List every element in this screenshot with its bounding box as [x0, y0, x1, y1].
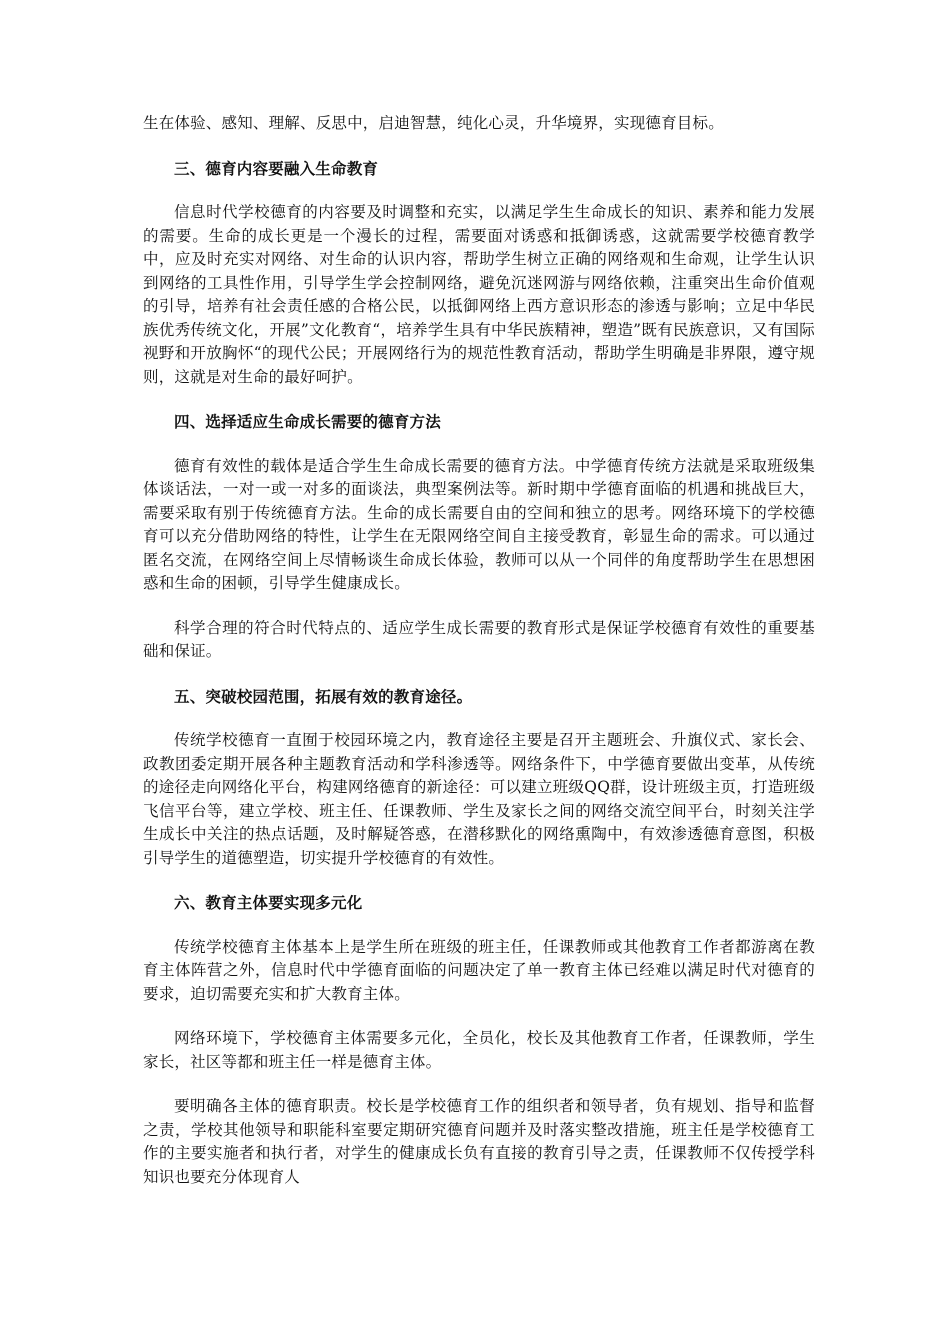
paragraph: 要明确各主体的德育职责。校长是学校德育工作的组织者和领导者，负有规划、指导和监督之责，学校其他领导和职能科室要定期研究德育问题并及时落实整改措施，班主任是学校德育工作的主要实施者和执行者，对学生的健康成长负有直接的教育引导之责，任课教师不仅传授学科知识也要充分体现育人: [143, 1097, 815, 1186]
paragraph: 传统学校德育一直囿于校园环境之内，教育途径主要是召开主题班会、升旗仪式、家长会、政教团委定期开展各种主题教育活动和学科渗透等。网络条件下，中学德育要做出变革，从传统的途径走向网络化平台，构建网络德育的新途径：可以建立班级QQ群，设计班级主页，打造班级飞信平台等，建立学校、班主任、任课教师、学生及家长之间的网络交流空间平台，时刻关注学生成长中关注的热点话题，及时解疑答惑，在潜移默化的网络熏陶中，有效渗透德育意图，积极引导学生的道德塑造，切实提升学校德育的有效性。: [143, 731, 815, 867]
paragraph-gap: [143, 434, 815, 455]
paragraph-gap: [143, 180, 815, 201]
paragraph-gap: [143, 1074, 815, 1095]
paragraph-gap: [143, 708, 815, 729]
paragraph-gap: [143, 664, 815, 685]
paragraph-gap: [143, 915, 815, 936]
paragraph: 科学合理的符合时代特点的、适应学生成长需要的教育形式是保证学校德育有效性的重要基础和保证。: [143, 618, 815, 660]
section-heading-3: 三、德育内容要融入生命教育: [174, 158, 379, 178]
paragraph: 信息时代学校德育的内容要及时调整和充实，以满足学生生命成长的知识、素养和能力发展的需要。生命的成长更是一个漫长的过程，需要面对诱惑和抵御诱惑，这就需要学校德育教学中，应及时充实对网络、对生命的认识内容，帮助学生树立正确的网络观和生命观，让学生认识到网络的工具性作用，引导学生学会控制网络，避免沉迷网游与网络依赖，注重突出生命价值观的引导，培养有社会责任感的合格公民，以抵御网络上西方意识形态的渗透与影响；立足中华民族优秀传统文化，开展”文化教育“，培养学生具有中华民族精神，塑造”既有民族意识，又有国际视野和开放胸怀“的现代公民；开展网络行为的规范性教育活动，帮助学生明确是非界限，遵守规则，这就是对生命的最好呵护。: [143, 203, 815, 386]
section-heading-4: 四、选择适应生命成长需要的德育方法: [174, 412, 441, 431]
paragraph-gap: [143, 389, 815, 410]
paragraph-gap: [143, 596, 815, 617]
paragraph-gap: [143, 870, 815, 891]
document-page: [143, 112, 815, 1189]
paragraph-gap: [143, 136, 815, 157]
section-heading-6: 六、教育主体要实现多元化: [174, 893, 363, 912]
paragraph: 德育有效性的载体是适合学生生命成长需要的德育方法。中学德育传统方法就是采取班级集体谈话法，一对一或一对多的面谈法，典型案例法等。新时期中学德育面临的机遇和挑战巨大，需要采取有别于传统德育方法。生命的成长需要自由的空间和独立的思考。网络环境下的学校德育可以充分借助网络的特性，让学生在无限网络空间自主接受教育，彰显生命的需求。可以通过匿名交流，在网络空间上尽情畅谈生命成长体验，教师可以从一个同伴的角度帮助学生在思想困惑和生命的困顿，引导学生健康成长。: [143, 456, 815, 592]
paragraph: 网络环境下，学校德育主体需要多元化，全员化，校长及其他教育工作者，任课教师，学生家长，社区等都和班主任一样是德育主体。: [143, 1029, 815, 1071]
paragraph-continued: 生在体验、感知、理解、反思中，启迪智慧，纯化心灵，升华境界，实现德育目标。: [143, 114, 724, 132]
paragraph: 传统学校德育主体基本上是学生所在班级的班主任，任课教师或其他教育工作者都游离在教育主体阵营之外，信息时代中学德育面临的问题决定了单一教育主体已经难以满足时代对德育的要求，迫切需要充实和扩大教育主体。: [143, 937, 815, 1003]
section-heading-5: 五、突破校园范围，拓展有效的教育途径。: [174, 686, 473, 706]
paragraph-gap: [143, 1006, 815, 1027]
